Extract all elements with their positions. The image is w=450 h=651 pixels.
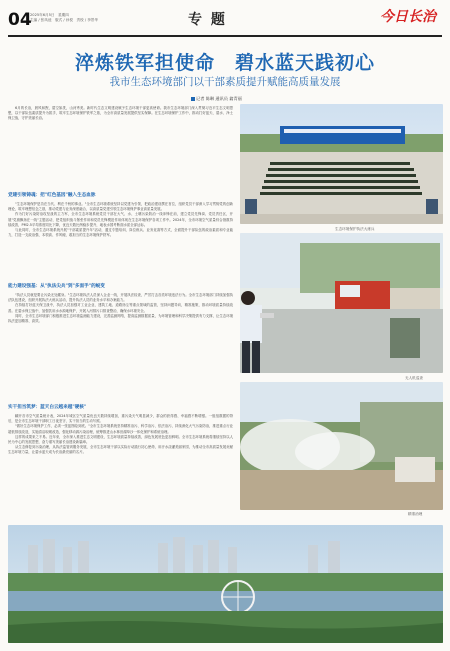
section-title: 专 题	[188, 12, 227, 28]
section3-title: 实干担当筑梦：蓝天白云越来越"硬核"	[8, 405, 87, 410]
intro-paragraph: 6月的长治，晨风和煦，碧空如洗，山河秀美。新时代生态文明建设赋予生态环境干部更高使命。我市生态环境部门深入贯彻习近平生态文明思想，以干部队伍素质提升为抓手，筑牢生态环境保护铁军之基，为全市高质量发展提供坚实保障。在生态环境保护工作中，推动打好蓝天、碧水、净土保卫战，守护美丽长治。	[8, 106, 233, 121]
subheadline: 我市生态环境部门以干部素质提升赋能高质量发展	[109, 76, 341, 88]
issue-date: 2025年6月5日 星期四	[30, 13, 69, 17]
photo-ceremony	[240, 104, 443, 224]
headline: 淬炼铁军担使命 碧水蓝天践初心	[74, 52, 375, 74]
issue-meta	[30, 13, 98, 23]
newspaper-logo: 今日长治	[380, 9, 436, 25]
section2-paragraph: 同时，全市生态环境部门积极推进生态环境监测能力建设，完善监测网络，提高监测数据质量，为环境管理和科学决策提供有力支撑，让生态环境执法更加精准、高效。	[8, 313, 233, 324]
photo-drone	[240, 233, 443, 373]
caption-photo3: 精准治理	[408, 512, 423, 516]
caption-photo2: 无人机巡查	[405, 376, 423, 380]
section1-body	[8, 202, 233, 278]
section1-title: 党建引领铸魂：把"红色基因"融入生态血脉	[8, 193, 96, 198]
section2-paragraph: "执法人员就是要让污染无处藏身。"生态环境执法人员深入企业一线，开展执法检查，严厉打击各类环境违法行为。全市生态环境部门持续加强执法队伍建设，组织开展执法大练兵活动，提升执法人员的业务水平和办案能力。	[8, 293, 233, 303]
byline: 记者 陈琳 通讯员 翁青丽	[196, 96, 242, 101]
section3-paragraph: "做好生态环境保护工作，必须一张蓝图绘到底。"全市生态环境系统坚持精准治污、科学治污、依法治污，持续深化大气污染防治，推进重点行业超低排放改造，实施清洁取暖改造，强化移动源污染治理，统筹推进山水林田湖草沙一体化保护和系统治理。	[8, 424, 233, 434]
section3-paragraph: 翻开各市空气质量统计表，2024年城区空气质量优良天数持续增加，重污染天气明显减少，群众的获得感、幸福感不断增强。一组组数据的背后，是全市生态环境干部职工日夜坚守、实干担当的生动写照。	[8, 414, 233, 424]
section1-paragraph: 作为打好污染防治攻坚战的主力军，全市生态环境系统党员干部在大气、水、土壤污染防治一线冲锋在前，建立党员先锋岗、党员责任区，开展"党旗飘扬在一线"主题活动，把党组织战斗堡垒作用和党员先锋模范作用体现在生态环境保护各项工作中。2024年，全市环境空气质量综合指数持续改善，PM2.5平均浓度同比下降，优良天数比例稳步提升，地表水国考断面水质全部达标。	[8, 212, 233, 227]
byline-marker-icon	[191, 97, 195, 101]
photo-spraying	[240, 382, 443, 510]
section2-title: 能力建设强基：从"执法尖兵"到"多面手"的蜕变	[8, 284, 105, 289]
section3-paragraph: 从生态修复到污染治理，从执法监管到服务发展，全市生态环境干部以实际行动践行初心使命，用汗水浇灌美丽家园，为推动全市高质量发展贡献生态环境力量，让碧水蓝天成为长治最亮丽的名片。	[8, 445, 233, 455]
section1-paragraph: 与此同时，全市生态环境系统开展"干部素质提升年"活动，通过专题培训、岗位练兵、业务竞赛等方式，全面提升干部队伍的政治素质和专业能力，打造一支政治强、本领高、作风硬、敢担当的生态环境保护铁军。	[8, 228, 233, 238]
caption-photo1: 生态环境保护执法大练兵	[335, 227, 375, 231]
photo-city-panorama	[8, 525, 443, 643]
issue-editors: 主编 / 张凤池 版式 / 孙悦 责校 / 李景华	[30, 18, 98, 22]
section3-paragraph: 这样的成果来之不易。近年来，全市深入推进生态文明建设，生态环境质量持续改善，绿色发展底色更加鲜明。全市生态环境系统将继续坚持以人民为中心的发展思想，奋力谱写美丽长治建设新篇章。	[8, 434, 233, 445]
section3-body	[8, 414, 233, 518]
section2-body	[8, 293, 233, 399]
page-number: 04	[8, 10, 32, 30]
section2-paragraph: 在持续打好蓝天保卫战中，执法人员加强对工业企业、建筑工地、道路扬尘等重点领域的监管，坚持问题导向，精准施策，推动环境质量持续改善。在碧水保卫战中，加强饮用水水源地保护，开展入河排污口排查整治，确保水环境安全。	[8, 303, 233, 313]
header-rule	[8, 35, 442, 37]
section1-paragraph: "生态环境保护是功在当代、利在千秋的事业。"全市生态环境系统坚持以党建为引领，把政治建设摆在首位，组织党员干部深入学习贯彻党的创新理论，筑牢理想信念之基，推动党建与业务深度融合，以高质量党建引领生态环境保护事业高质量发展。	[8, 202, 233, 212]
intro-block	[8, 106, 233, 188]
